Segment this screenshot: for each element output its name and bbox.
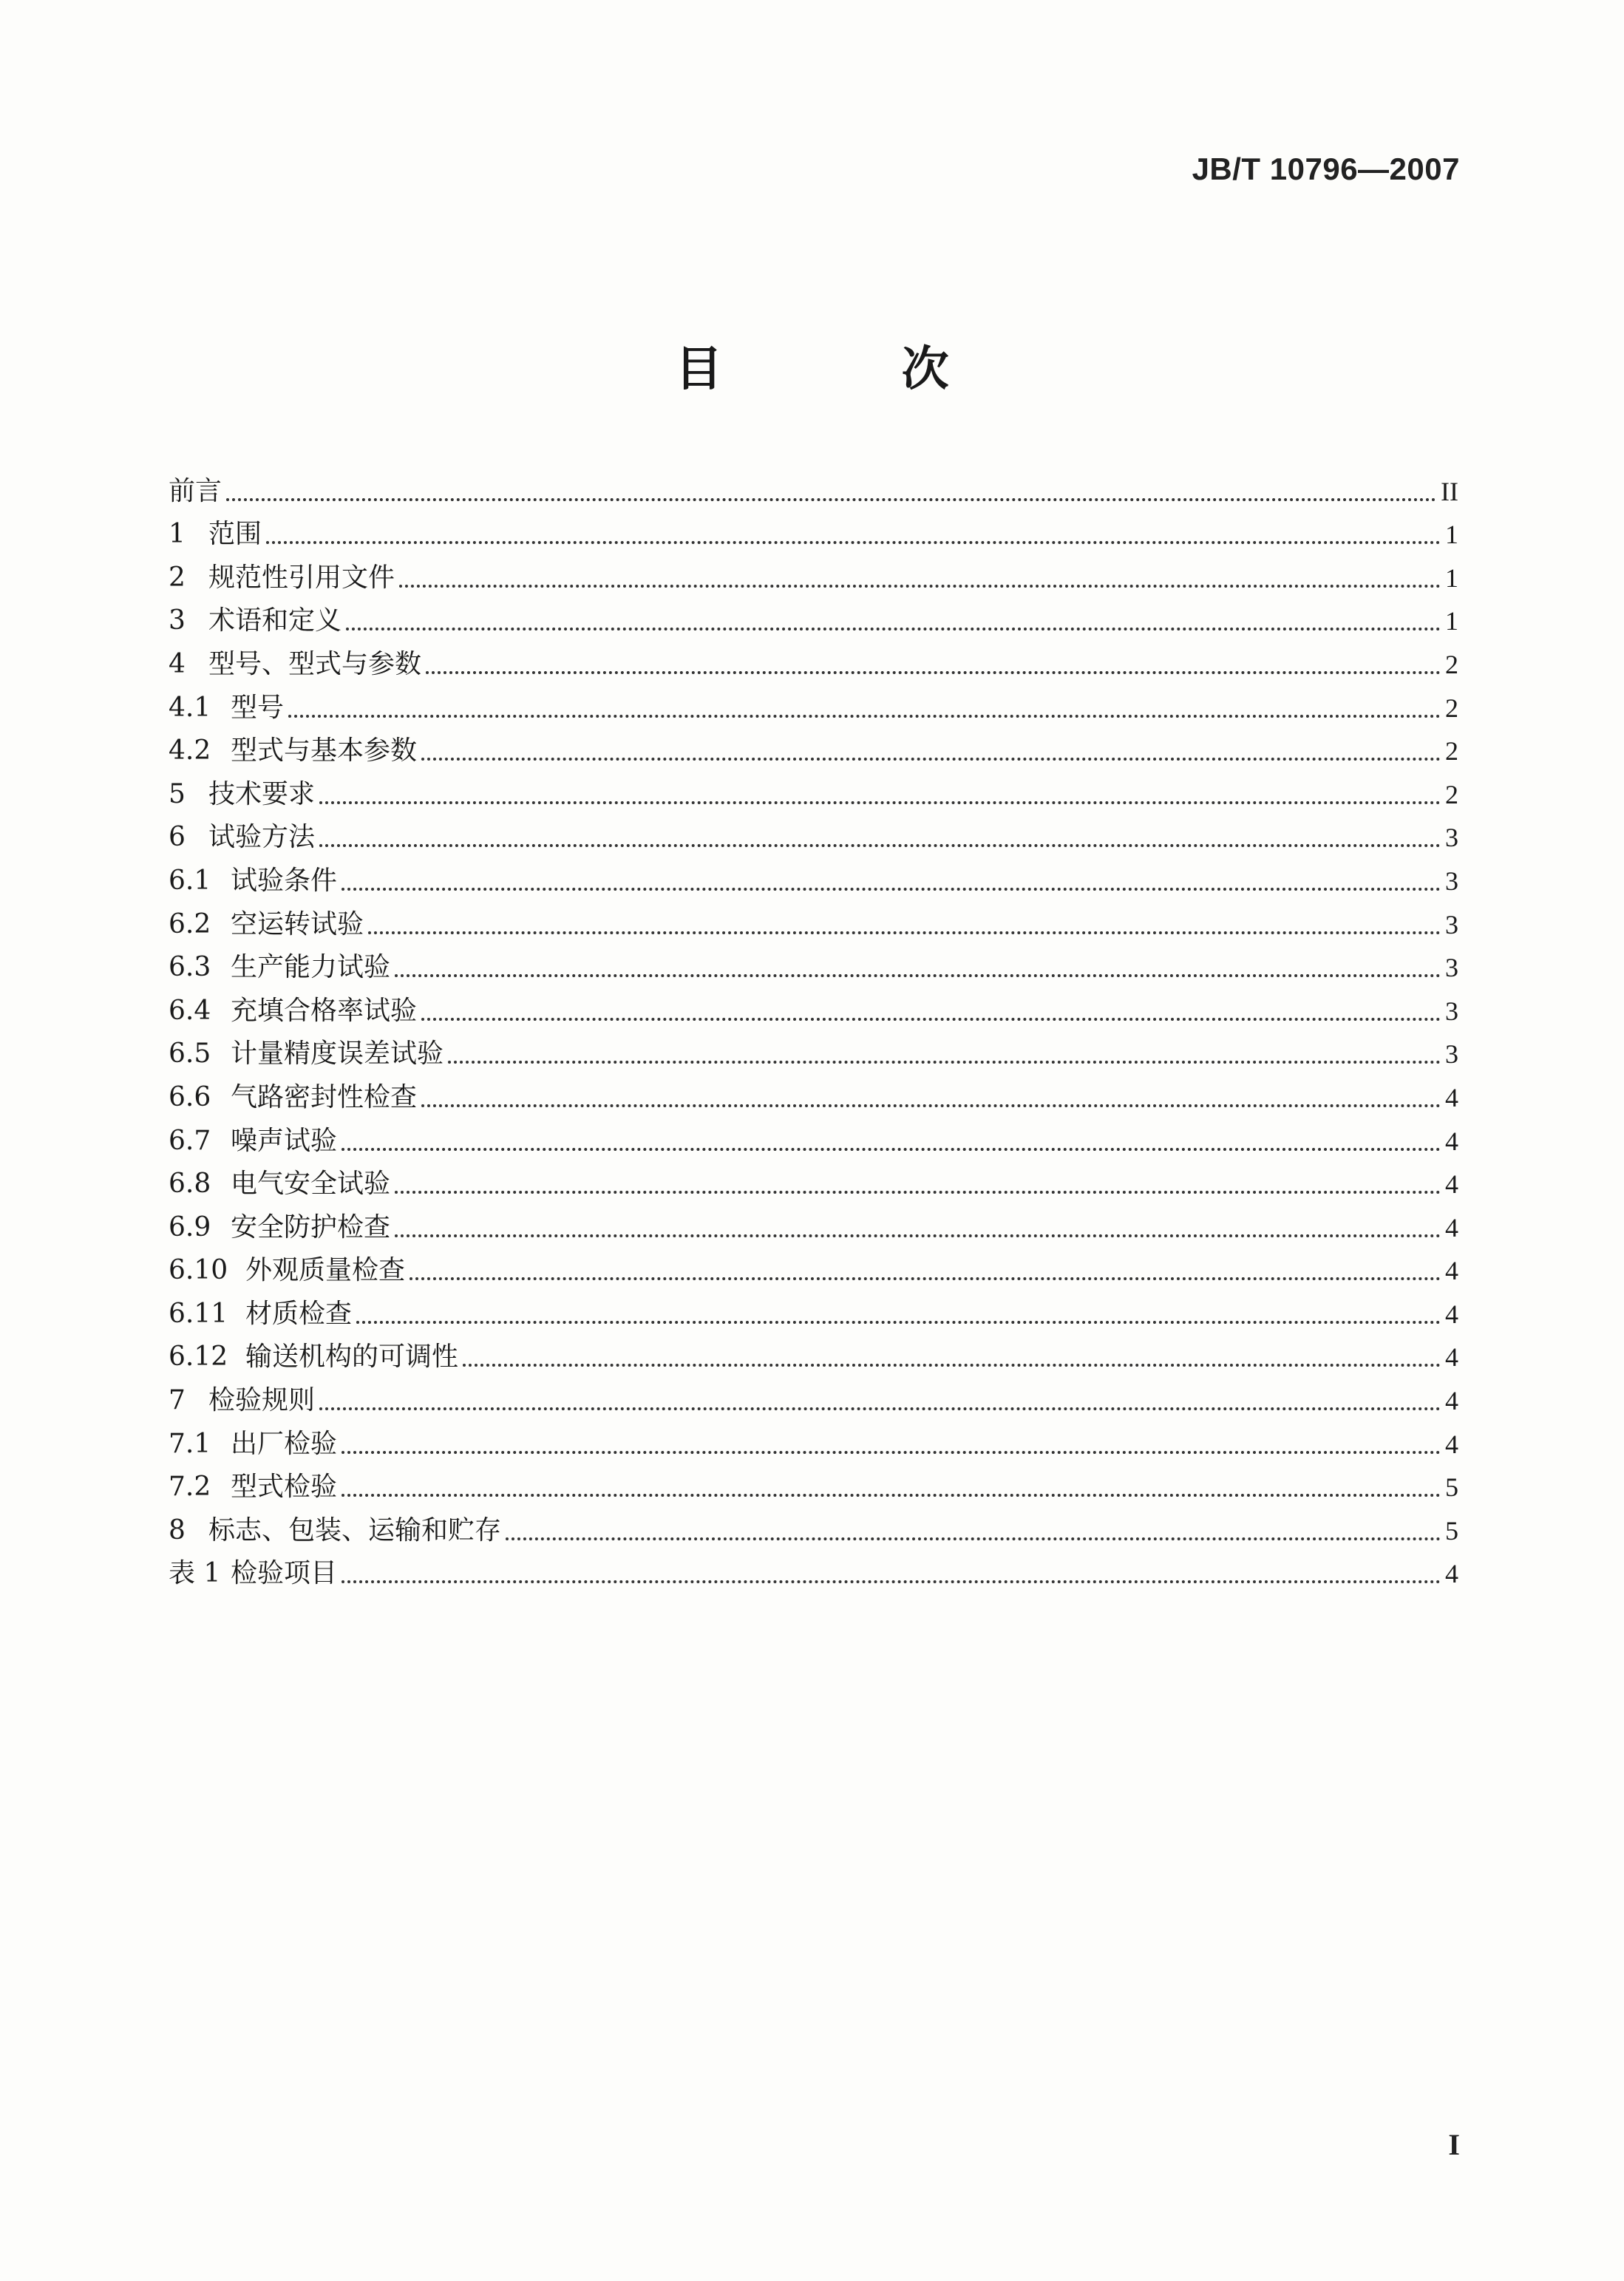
toc-entry-page: 4 [1445,1559,1458,1589]
toc-entry-page: 4 [1445,1212,1458,1243]
page-number: I [1448,2128,1460,2161]
toc-entry-number: 6.7 [169,1125,211,1156]
toc-entry-label: 规范性引用文件 [208,562,395,593]
toc-entry-page: 2 [1445,693,1458,723]
toc-entry[interactable] [169,1461,1458,1504]
toc-entry[interactable] [169,897,1458,941]
toc-entry-label: 检验项目 [231,1558,338,1589]
toc-dot-leader [346,628,1441,630]
table-of-contents [169,464,1458,1590]
toc-entry-page: 3 [1445,953,1458,983]
toc-entry-number: 7 [169,1385,186,1416]
toc-dot-leader [395,1191,1441,1194]
toc-dot-leader [319,1407,1441,1410]
toc-entry-number: 1 [169,519,186,550]
toc-entry-number: 6 [169,822,186,853]
toc-dot-leader [342,888,1441,891]
toc-entry-label: 型号、型式与参数 [208,648,422,679]
toc-entry-number: 6.3 [169,952,211,983]
toc-entry[interactable] [169,1070,1458,1114]
toc-dot-leader [395,1234,1441,1237]
toc-entry-number: 6.5 [169,1038,211,1070]
toc-entry-number: 5 [169,778,186,809]
toc-entry-label: 标志、包装、运输和贮存 [208,1515,502,1546]
toc-entry-label: 充填合格率试验 [231,995,418,1026]
toc-dot-leader [288,715,1441,718]
toc-dot-leader [410,1277,1441,1280]
toc-entry-page: 5 [1445,1472,1458,1503]
toc-entry-page: 1 [1445,520,1458,550]
toc-entry-label: 材质检查 [245,1298,353,1329]
toc-entry-label: 空运转试验 [231,908,364,939]
toc-entry-number: 6.1 [169,865,211,896]
toc-entry[interactable] [169,1330,1458,1374]
toc-entry-label: 技术要求 [208,778,316,809]
toc-entry-page: 4 [1445,1082,1458,1112]
toc-entry[interactable] [169,854,1458,897]
toc-entry[interactable] [169,1373,1458,1417]
toc-entry-number: 表 1 [169,1558,221,1589]
toc-entry-page: 3 [1445,866,1458,896]
toc-entry-number: 8 [169,1515,186,1546]
toc-entry[interactable] [169,1417,1458,1461]
toc-entry-page: 4 [1445,1126,1458,1156]
toc-entry[interactable] [169,508,1458,551]
toc-dot-leader [448,1061,1441,1064]
toc-entry-number: 6.2 [169,908,211,939]
toc-entry-number: 6.8 [169,1169,211,1200]
toc-entry[interactable] [169,551,1458,594]
toc-entry[interactable] [169,464,1458,508]
toc-entry-label: 前言 [169,475,222,506]
toc-entry-page: 3 [1445,1039,1458,1070]
toc-entry-page: 4 [1445,1386,1458,1416]
toc-entry-number: 4 [169,648,186,679]
toc-entry[interactable] [169,1114,1458,1158]
toc-dot-leader [506,1537,1441,1540]
standard-code: JB/T 10796—2007 [1192,152,1460,186]
toc-dot-leader [426,671,1441,674]
toc-entry[interactable] [169,1503,1458,1547]
toc-entry[interactable] [169,1287,1458,1330]
toc-dot-leader [342,1494,1441,1497]
toc-dot-leader [399,585,1441,588]
toc-dot-leader [319,844,1441,847]
toc-entry-number: 6.10 [169,1255,228,1286]
toc-entry-page: 1 [1445,606,1458,636]
toc-entry-label: 检验规则 [208,1385,316,1416]
toc-entry[interactable] [169,811,1458,854]
toc-entry-page: 4 [1445,1169,1458,1200]
toc-entry-page: 3 [1445,909,1458,939]
toc-entry-page: 2 [1445,649,1458,679]
toc-entry-number: 4.2 [169,735,211,766]
toc-entry-page: 1 [1445,562,1458,593]
toc-entry-page: 2 [1445,779,1458,809]
toc-entry[interactable] [169,724,1458,768]
toc-entry-page: 4 [1445,1342,1458,1373]
toc-dot-leader [356,1321,1441,1324]
toc-dot-leader [226,498,1436,501]
page-title: 目 次 [675,342,1030,397]
toc-entry-label: 型式检验 [231,1472,338,1503]
toc-entry[interactable] [169,1547,1458,1591]
toc-dot-leader [463,1364,1441,1367]
toc-dot-leader [342,1451,1441,1454]
toc-entry-number: 6.6 [169,1081,211,1112]
toc-dot-leader [395,974,1441,977]
toc-dot-leader [368,931,1441,934]
toc-entry[interactable] [169,1027,1458,1071]
toc-dot-leader [421,1018,1441,1021]
toc-entry-number: 2 [169,562,186,593]
toc-dot-leader [266,541,1441,544]
toc-entry-page: 2 [1445,736,1458,766]
toc-entry-page: 3 [1445,996,1458,1026]
toc-entry[interactable] [169,594,1458,638]
toc-entry-label: 出厂检验 [231,1428,338,1459]
toc-entry-page: 4 [1445,1256,1458,1286]
toc-entry-label: 生产能力试验 [231,952,391,983]
toc-entry-page: 4 [1445,1299,1458,1329]
toc-entry-label: 气路密封性检查 [231,1081,418,1112]
toc-dot-leader [342,1580,1441,1583]
toc-entry-number: 7.2 [169,1472,211,1503]
toc-entry[interactable] [169,637,1458,681]
toc-dot-leader [421,1104,1441,1107]
toc-entry-label: 型号 [231,692,285,723]
toc-entry[interactable] [169,767,1458,811]
toc-entry-number: 6.4 [169,995,211,1026]
toc-entry-page: 3 [1445,823,1458,853]
toc-entry-label: 电气安全试验 [231,1169,391,1200]
toc-entry-number: 6.9 [169,1211,211,1243]
toc-entry[interactable] [169,1200,1458,1244]
toc-entry-label: 安全防护检查 [231,1211,391,1243]
toc-entry[interactable] [169,984,1458,1027]
toc-dot-leader [421,758,1441,761]
toc-entry-page: 4 [1445,1429,1458,1459]
toc-entry-label: 输送机构的可调性 [245,1342,459,1373]
toc-entry-label: 噪声试验 [231,1125,338,1156]
toc-entry-number: 3 [169,605,186,636]
toc-entry[interactable] [169,1244,1458,1288]
toc-entry-label: 范围 [208,519,262,550]
toc-entry-page: II [1441,476,1458,506]
toc-entry-label: 试验条件 [231,865,338,896]
toc-entry-label: 计量精度误差试验 [231,1038,444,1070]
toc-entry-number: 7.1 [169,1428,211,1459]
toc-entry-label: 术语和定义 [208,605,342,636]
toc-entry[interactable] [169,941,1458,985]
toc-entry[interactable] [169,681,1458,724]
toc-entry-number: 6.12 [169,1342,228,1373]
toc-dot-leader [342,1148,1441,1151]
toc-entry-number: 4.1 [169,692,211,723]
toc-entry-label: 试验方法 [208,822,316,853]
toc-entry-page: 5 [1445,1515,1458,1546]
toc-entry-label: 型式与基本参数 [231,735,418,766]
toc-entry-label: 外观质量检查 [245,1255,406,1286]
toc-entry[interactable] [169,1158,1458,1201]
toc-entry-number: 6.11 [169,1298,228,1329]
toc-dot-leader [319,801,1441,804]
